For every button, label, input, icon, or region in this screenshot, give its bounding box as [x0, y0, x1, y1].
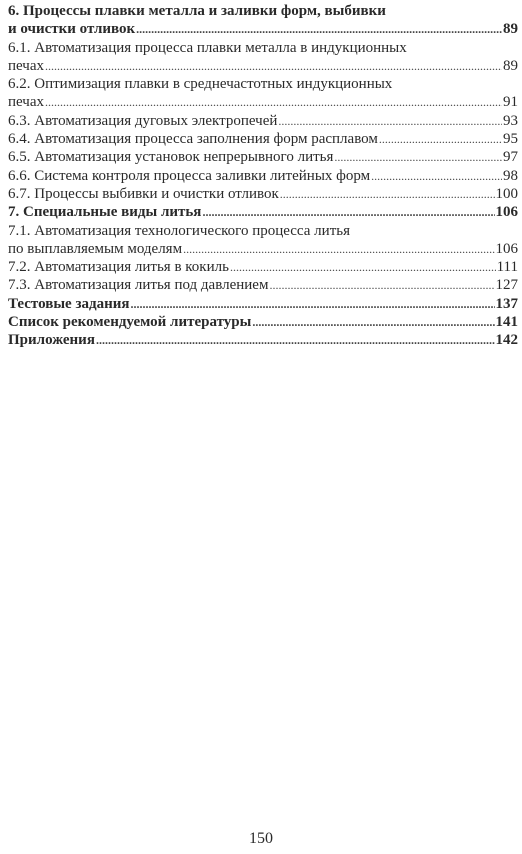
dot-leader [45, 93, 502, 111]
toc-entry-title: 6.7. Процессы выбивки и очистки отливок [8, 185, 279, 202]
toc-entry [8, 148, 518, 166]
dot-leader [379, 130, 502, 148]
toc-entry-title: и очистки отливок [8, 21, 136, 38]
toc-entry-page: 100 [495, 185, 518, 202]
toc-entry [8, 112, 518, 130]
toc-entry-title: печах [8, 94, 45, 111]
toc-entry-page: 89 [503, 21, 518, 38]
toc-entry [8, 295, 518, 313]
toc-entry [8, 167, 518, 185]
toc-entry [8, 75, 518, 93]
toc-entry [8, 222, 518, 240]
toc-entry-page: 127 [495, 277, 518, 294]
toc-entry [8, 185, 518, 203]
toc-entry [8, 20, 518, 38]
dot-leader [371, 167, 502, 185]
toc-entry-page: 98 [503, 167, 518, 184]
dot-leader [278, 112, 502, 130]
toc-entry-page: 93 [503, 112, 518, 129]
toc-entry-page: 137 [495, 295, 518, 312]
toc-entry-title: 6.1. Автоматизация процесса плавки металла в индукционных [8, 39, 407, 56]
toc-entry-page: 141 [495, 314, 518, 331]
toc-entry-page: 106 [495, 204, 518, 221]
toc-entry [8, 39, 518, 57]
toc-entry-title: Приложения [8, 332, 95, 349]
toc-entry [8, 2, 518, 20]
toc-entry-title: Тестовые задания [8, 295, 130, 312]
dot-leader [183, 240, 494, 258]
toc-entry-title: 7. Специальные виды литья [8, 204, 202, 221]
toc-entry [8, 331, 518, 349]
toc-entry-title: 6. Процессы плавки металла и заливки форм, выбивки [8, 3, 386, 19]
dot-leader [130, 295, 494, 313]
toc-entry-title: 6.4. Автоматизация процесса заполнения форм расплавом [8, 131, 378, 148]
toc-entry [8, 276, 518, 294]
table-of-contents [8, 2, 518, 350]
toc-entry [8, 130, 518, 148]
toc-entry-page: 111 [496, 259, 518, 276]
toc-entry-page: 89 [503, 57, 518, 74]
dot-leader [230, 258, 496, 276]
toc-entry-page: 106 [495, 240, 518, 257]
dot-leader [45, 57, 502, 75]
toc-entry-page: 97 [503, 149, 518, 166]
toc-entry [8, 203, 518, 221]
dot-leader [202, 203, 494, 221]
toc-entry-title: 7.2. Автоматизация литья в кокиль [8, 259, 229, 276]
toc-entry-title: печах [8, 57, 45, 74]
toc-entry [8, 57, 518, 75]
toc-entry [8, 240, 518, 258]
toc-entry-title: Список рекомендуемой литературы [8, 314, 252, 331]
toc-entry-page: 142 [495, 332, 518, 349]
dot-leader [334, 148, 502, 166]
toc-entry-title: 6.2. Оптимизация плавки в среднечастотных индукционных [8, 76, 393, 93]
toc-entry-page: 91 [503, 94, 518, 111]
toc-entry [8, 313, 518, 331]
toc-entry [8, 258, 518, 276]
dot-leader [269, 276, 494, 294]
toc-entry-title: 7.3. Автоматизация литья под давлением [8, 277, 269, 294]
toc-entry-title: 7.1. Автоматизация технологического процесса литья [8, 222, 350, 239]
dot-leader [252, 313, 494, 331]
dot-leader [136, 20, 502, 38]
dot-leader [96, 331, 495, 349]
toc-entry-title: по выплавляемым моделям [8, 240, 183, 257]
toc-entry-page: 95 [503, 131, 518, 148]
toc-entry-title: 6.5. Автоматизация установок непрерывного литья [8, 149, 334, 166]
toc-entry-title: 6.6. Система контроля процесса заливки литейных форм [8, 167, 371, 184]
toc-entry-title: 6.3. Автоматизация дуговых электропечей [8, 112, 278, 129]
toc-entry [8, 93, 518, 111]
page-number: 150 [249, 830, 273, 847]
dot-leader [280, 185, 495, 203]
